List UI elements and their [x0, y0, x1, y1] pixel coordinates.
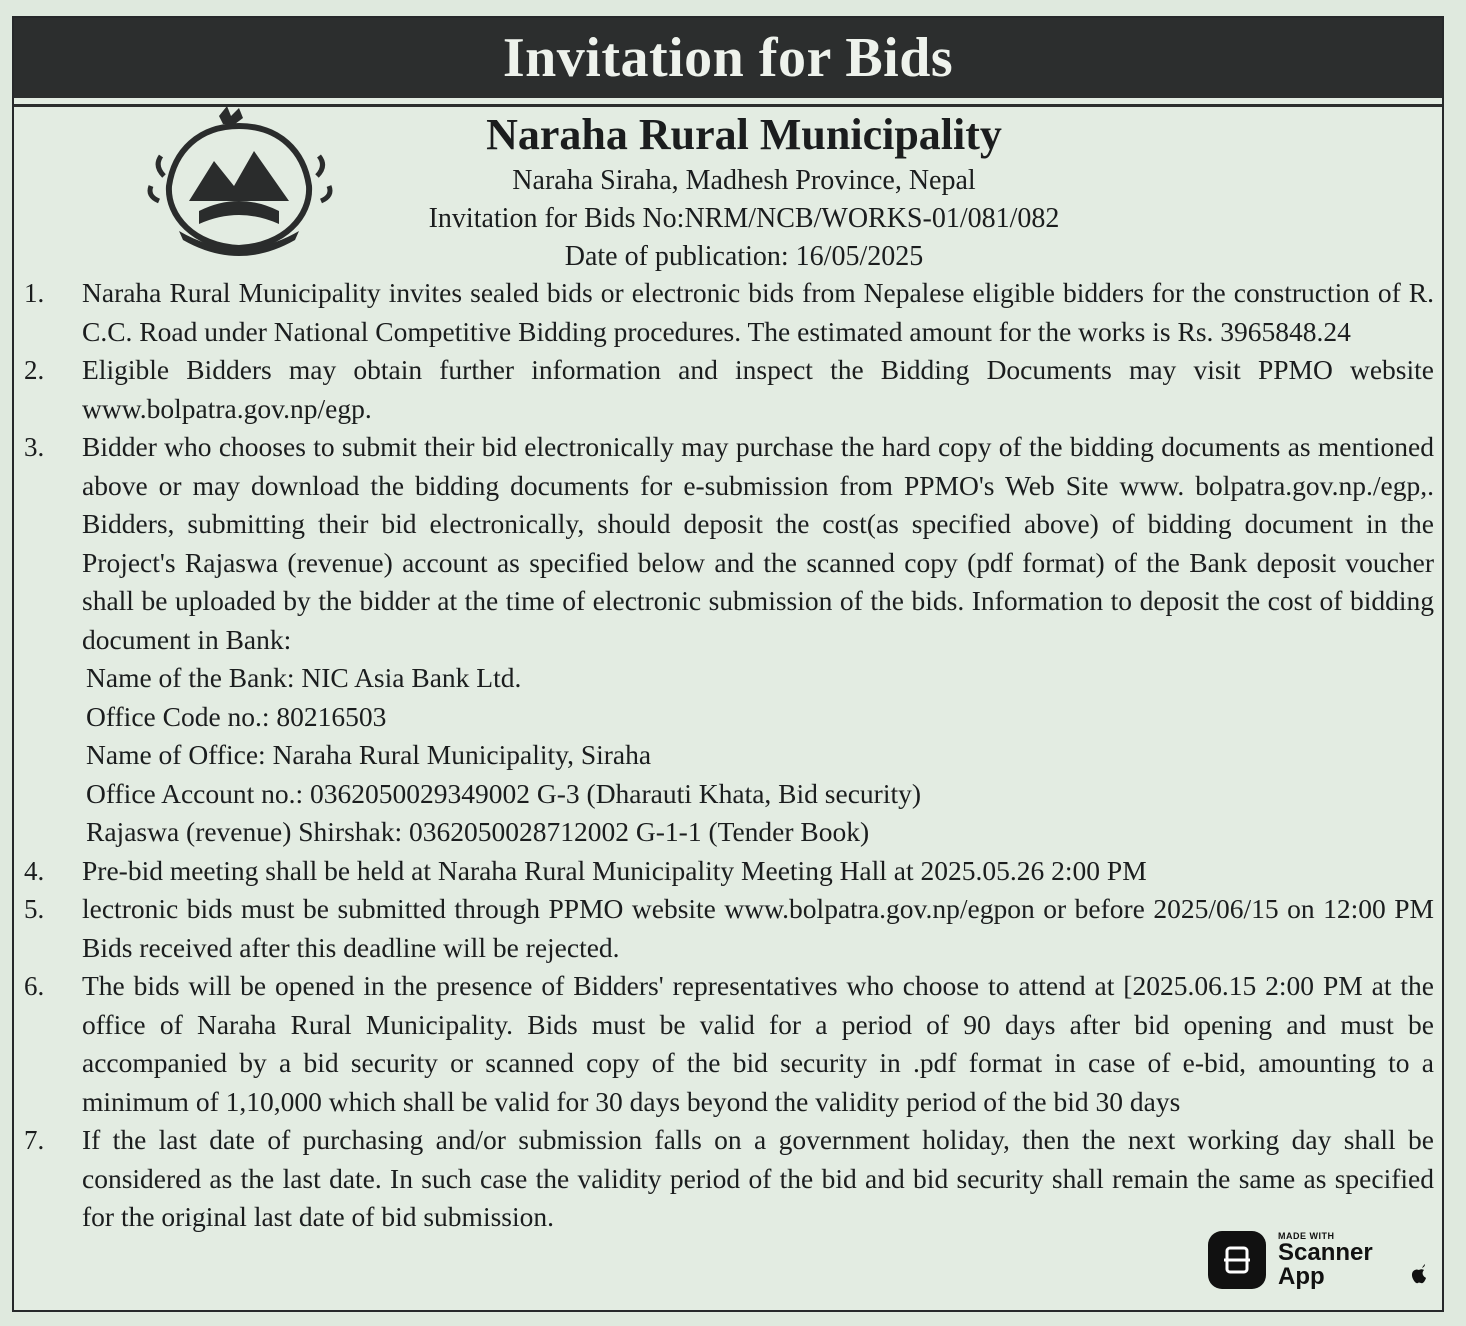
publication-date: Date of publication: 16/05/2025: [564, 241, 924, 272]
made-with-label: MADE WITH: [1278, 1230, 1335, 1241]
list-item: [14, 1121, 1434, 1237]
notice-header: [314, 108, 1174, 276]
item-number: 7.: [24, 1125, 45, 1155]
item-number: 5.: [24, 894, 45, 924]
item-text: Eligible Bidders may obtain further information and inspect the Bidding Documents may visit PPMO website www.bolpatra.gov.np/egp.: [82, 354, 1434, 424]
nepal-emblem-icon: [139, 106, 339, 266]
bank-name: Name of the Bank: NIC Asia Bank Ltd.: [86, 662, 522, 693]
list-item: [14, 428, 1434, 852]
watermark-text: [1278, 1232, 1373, 1289]
scanner-app-watermark: [1208, 1228, 1430, 1292]
item-text: Pre-bid meeting shall be held at Naraha Rural Municipality Meeting Hall at 2025.05.26 2:00 PM: [82, 854, 1147, 886]
item-text: lectronic bids must be submitted through PPMO website www.bolpatra.gov.np/egpon or before 2025/06/15 on 12:00 PM Bids received after this deadline will be rejected.: [82, 893, 1434, 963]
list-item: [14, 967, 1434, 1121]
item-text: Bidder who chooses to submit their bid electronically may purchase the hard copy of the bidding documents as mentioned above or may download the bidding documents for e-submission from PPMO's Web Site www. bolpatra.gov.np./egp,. Bidders, submitting their bid electronically, should deposit the cost(as specified above) of bidding document in the Project's Rajaswa (revenue) account as specified below and the scanned copy (pdf format) of the Bank deposit voucher shall be uploaded by the bidder at the time of electronic submission of the bids. Information to deposit the cost of bidding document in Bank:: [82, 431, 1434, 655]
revenue-account: Rajaswa (revenue) Shirshak: 0362050028712002 G-1-1 (Tender Book): [86, 816, 870, 847]
office-name: Name of Office: Naraha Rural Municipality, Siraha: [86, 739, 652, 770]
item-number: 3.: [24, 432, 45, 462]
item-number: 6.: [24, 971, 45, 1001]
bid-number: Invitation for Bids No:NRM/NCB/WORKS-01/081/082: [428, 203, 1060, 234]
item-number: 2.: [24, 355, 45, 385]
office-code: Office Code no.: 80216503: [86, 700, 387, 732]
brand-name-2: App: [1278, 1262, 1325, 1290]
item-number: 4.: [24, 855, 45, 886]
list-item: [14, 274, 1434, 351]
item-text-block: [82, 428, 1434, 852]
item-number: 1.: [24, 278, 45, 308]
item-text: If the last date of purchasing and/or submission falls on a government holiday, then the next working day shall be considered as the last date. In such case the validity period of the bid and bid security shall remain the same as specified for the original last date of bid submission.: [82, 1124, 1434, 1232]
scanner-app-icon: [1208, 1231, 1266, 1289]
list-item: [14, 351, 1434, 428]
item-text: Naraha Rural Municipality invites sealed bids or electronic bids from Nepalese eligible bidders for the construction of R. C.C. Road under National Competitive Bidding procedures. The estimated amount for the works is Rs. 3965848.24: [82, 277, 1434, 347]
list-item: [14, 852, 1434, 891]
office-account: Office Account no.: 0362050029349002 G-3 (Dharauti Khata, Bid security): [86, 777, 922, 809]
organization-name: Naraha Rural Municipality: [486, 110, 1002, 159]
organization-address: Naraha Siraha, Madhesh Province, Nepal: [512, 165, 976, 196]
notice-frame: [12, 16, 1444, 1312]
item-text: The bids will be opened in the presence of Bidders' representatives who choose to attend at [2025.06.15 2:00 PM at the office of Naraha Rural Municipality. Bids must be valid for a period of 90 days after bid opening and must be accompanied by a bid security or scanned copy of the bid security in .pdf format in case of e-bid, amounting to a minimum of 1,10,000 which shall be valid for 30 days beyond the validity period of the bid 30 days: [82, 970, 1434, 1117]
apple-icon: [1410, 1264, 1428, 1284]
brand-name: Scanner: [1278, 1238, 1373, 1266]
notice-items: [14, 274, 1434, 1237]
notice-title: Invitation for Bids: [14, 18, 1442, 98]
list-item: [14, 890, 1434, 967]
